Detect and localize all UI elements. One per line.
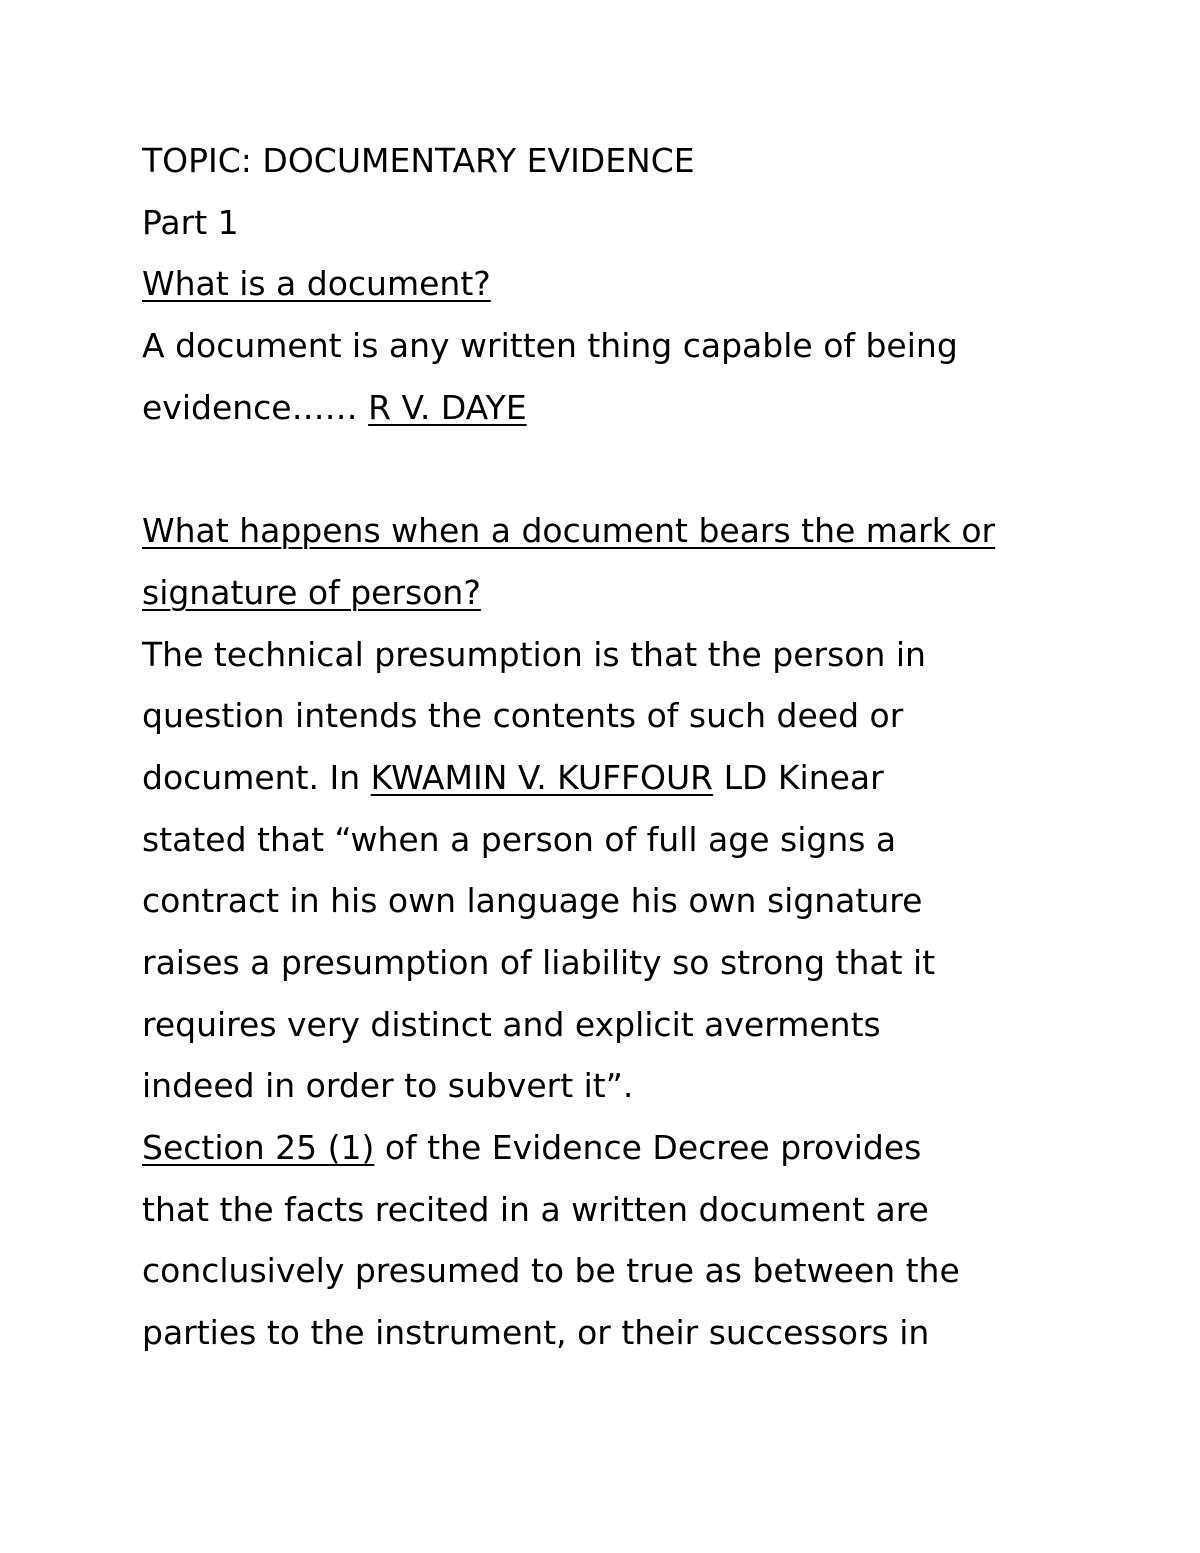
question-heading-2-line-2 [142, 562, 1082, 624]
document-body [142, 130, 1082, 1364]
paragraph-2-line-3-pre: document. In [142, 757, 371, 797]
paragraph-3-line-1-post: of the Evidence Decree provides [374, 1128, 922, 1167]
question-heading-2-line-2-text: signature of person? [142, 572, 481, 612]
question-heading-1 [142, 253, 1082, 315]
question-heading-2-line-1 [142, 500, 1082, 562]
question-heading-1-text: What is a document? [142, 264, 491, 304]
paragraph-2-line-3 [142, 747, 1082, 809]
case-citation-kwamin: KWAMIN V. KUFFOUR [370, 757, 714, 797]
paragraph-2-line-4: stated that “when a person of full age signs a [142, 819, 897, 859]
part-label: Part 1 [142, 202, 239, 242]
paragraph-2-line-6: raises a presumption of liability so strong that it [142, 942, 936, 982]
paragraph-3-line-1 [142, 1117, 1082, 1179]
paragraph-2-line-1: The technical presumption is that the person in [142, 634, 926, 674]
paragraph-3-line-2: that the facts recited in a written document are [142, 1189, 929, 1229]
section-reference: Section 25 (1) [142, 1128, 375, 1167]
case-citation-daye: R V. DAYE [368, 387, 527, 427]
answer-1-line-2 [142, 377, 1082, 439]
blank-line [142, 438, 1082, 500]
paragraph-2-line-3-post: LD Kinear [713, 757, 884, 797]
paragraph-2-line-8: indeed in order to subvert it”. [142, 1066, 634, 1106]
topic-heading: TOPIC: DOCUMENTARY EVIDENCE [142, 141, 695, 180]
question-heading-2-line-1-text: What happens when a document bears the mark or [142, 511, 996, 551]
paragraph-2-line-7: requires very distinct and explicit averments [142, 1004, 881, 1044]
paragraph-3-line-4: parties to the instrument, or their successors in [142, 1313, 930, 1353]
paragraph-2-line-2: question intends the contents of such deed or [142, 696, 904, 736]
paragraph-2-line-5: contract in his own language his own signature [142, 881, 923, 921]
paragraph-3-line-3: conclusively presumed to be true as between the [142, 1251, 960, 1291]
answer-1-line-1: A document is any written thing capable of being [142, 326, 958, 366]
answer-1-line-2-text: evidence…… [142, 387, 369, 427]
